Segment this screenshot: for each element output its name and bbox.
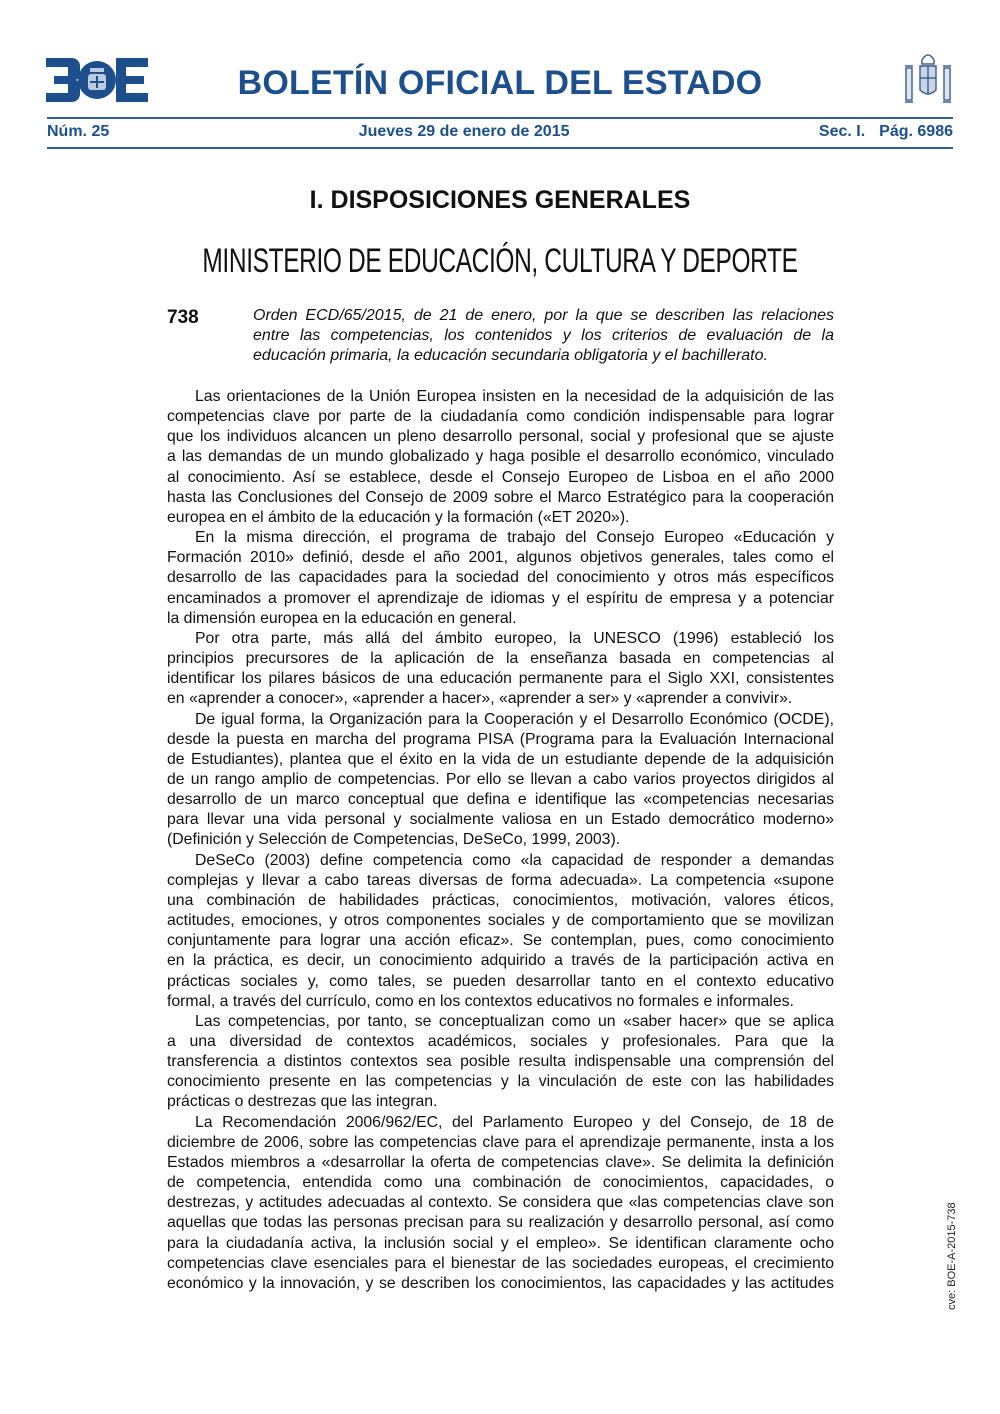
- header-rule-bottom: [47, 147, 953, 149]
- section-title: I. DISPOSICIONES GENERALES: [309, 186, 691, 214]
- coat-of-arms-icon: [902, 50, 954, 106]
- paragraph: [167, 710, 834, 851]
- text-line: desarrollo de un marco conceptual que defina e identifique las «competencias necesarias: [167, 791, 834, 809]
- text-line: destrezas, y actitudes adecuadas al contexto. Se considera que «las competencias clave son: [167, 1194, 834, 1212]
- paragraph: [167, 851, 834, 1012]
- text-line: encaminados a promover el aprendizaje de idiomas y el espíritu de empresa y a potenciar: [167, 589, 834, 607]
- text-line: conjuntamente para lograr una acción eficaz». Se contemplan, pues, como conocimiento: [167, 932, 834, 950]
- text-line: la dimensión europea en la educación en general.: [167, 609, 517, 627]
- text-line: La Recomendación 2006/962/EC, del Parlamento Europeo y del Consejo, de 18 de: [195, 1113, 834, 1131]
- ministry-title: MINISTERIO DE EDUCACIÓN, CULTURA Y DEPORTE: [202, 242, 798, 280]
- text-line: para llevar una vida personal y socialmente valiosa en un Estado democrático moderno»: [167, 811, 834, 829]
- text-line: para la ciudadanía activa, la inclusión social y el empleo». Se identifican claramente ocho: [167, 1234, 834, 1252]
- text-line: diciembre de 2006, sobre las competencias clave para el aprendizaje permanente, insta a los: [167, 1133, 834, 1151]
- text-line: europea en el ámbito de la educación y la formación («ET 2020»).: [167, 508, 630, 526]
- text-line: principios precursores de la aplicación de la enseñanza basada en competencias al: [167, 650, 834, 668]
- paragraph: [167, 387, 834, 528]
- text-line: desarrollo de las capacidades para la sociedad del conocimiento y otros más específicos: [167, 569, 834, 587]
- text-line: En la misma dirección, el programa de trabajo del Consejo Europeo «Educación y: [195, 529, 834, 547]
- text-line: De igual forma, la Organización para la Cooperación y el Desarrollo Económico (OCDE),: [195, 710, 834, 728]
- text-line: actitudes, emociones, y otros componentes sociales y de comportamiento que se movilizan: [167, 912, 834, 930]
- text-line: económico y la innovación, y se describen los conocimientos, las capacidades y las actitudes: [167, 1274, 834, 1292]
- text-line: prácticas sociales y, como tales, se pueden desarrollar tanto en el contexto educativo: [167, 972, 834, 990]
- paragraph: [167, 629, 834, 710]
- text-line: Las orientaciones de la Unión Europea insisten en la necesidad de la adquisición de las: [195, 388, 834, 405]
- cve-identifier: cve: BOE-A-2015-738: [946, 1202, 958, 1310]
- summary-line: Orden ECD/65/2015, de 21 de enero, por la que se describen las relaciones: [253, 307, 834, 324]
- text-line: Estados miembros a «desarrollar la oferta de competencias clave». Se delimita la definición: [167, 1153, 834, 1171]
- header-rule-top: [47, 117, 953, 119]
- text-line: una combinación de habilidades prácticas, conocimientos, motivación, valores éticos,: [167, 891, 834, 909]
- text-line: hasta las Conclusiones del Consejo de 2009 sobre el Marco Estratégico para la cooperación: [167, 488, 834, 506]
- text-line: competencias clave por parte de la ciudadanía como condición indispensable para lograr: [167, 408, 834, 426]
- text-line: (Definición y Selección de Competencias, DeSeCo, 1999, 2003).: [167, 831, 621, 849]
- order-summary: [253, 306, 834, 367]
- text-line: identificar los pilares básicos de una educación permanente para el Siglo XXI, consistentes: [167, 670, 834, 688]
- publication-title: BOLETÍN OFICIAL DEL ESTADO: [237, 64, 763, 102]
- text-line: formal, a través del currículo, como en los contextos educativos no formales e informales.: [167, 992, 794, 1010]
- paragraph: [167, 1113, 834, 1294]
- text-line: de competencia, entendida como una combinación de conocimientos, capacidades, o: [167, 1174, 834, 1192]
- text-line: prácticas o destrezas que las integran.: [167, 1093, 438, 1111]
- summary-line: educación primaria, la educación secundaria obligatoria y el bachillerato.: [253, 347, 768, 365]
- text-line: transferencia a distintos contextos sea posible resulta indispensable una comprensión del: [167, 1053, 834, 1071]
- text-line: complejas y llevar a cabo tareas diversas de forma adecuada». La competencia «supone: [167, 871, 834, 889]
- body-text: [167, 387, 834, 1294]
- text-line: a una diversidad de contextos académicos, sociales y profesionales. Para que la: [167, 1033, 834, 1050]
- page-number: Pág. 6986: [879, 123, 953, 140]
- text-line: DeSeCo (2003) define competencia como «la capacidad de responder a demandas: [195, 851, 834, 869]
- paragraph: [167, 528, 834, 629]
- paragraph: [167, 1012, 834, 1113]
- text-line: al conocimiento. Así se establece, desde el Consejo Europeo de Lisboa en el año 2000: [167, 468, 834, 486]
- text-line: Las competencias, por tanto, se conceptualizan como un «saber hacer» que se aplica: [195, 1012, 834, 1030]
- section-label: Sec. I.: [818, 123, 866, 140]
- text-line: de un rango amplio de competencias. Por ello se llevan a cabo varios proyectos dirigidos al: [167, 770, 834, 788]
- issue-number: Núm. 25: [47, 123, 110, 140]
- text-line: en «aprender a conocer», «aprender a hacer», «aprender a ser» y «aprender a convivir».: [167, 690, 793, 708]
- order-number: 738: [167, 307, 199, 328]
- section-page: [819, 123, 953, 141]
- text-line: desde la puesta en marcha del programa PISA (Programa para la Evaluación Internacional: [167, 730, 834, 748]
- text-line: competencias clave esenciales para el bienestar de las sociedades europeas, el crecimiento: [167, 1254, 834, 1272]
- text-line: en la práctica, es decir, un conocimiento adquirido a través de la participación activa en: [167, 952, 834, 970]
- text-line: aquellas que todas las personas precisan para su realización y desarrollo personal, así como: [167, 1214, 834, 1232]
- header-meta: [47, 123, 953, 141]
- text-line: conocimiento presente en las competencias y la vinculación de este con las habilidades: [167, 1073, 834, 1091]
- text-line: que los individuos alcancen un pleno desarrollo personal, social y profesional que se ajuste: [167, 428, 834, 446]
- issue-date: Jueves 29 de enero de 2015: [358, 123, 570, 140]
- text-line: Formación 2010» definió, desde el año 2001, algunos objetivos generales, tales como el: [167, 549, 834, 567]
- summary-line: entre las competencias, los contenidos y los criterios de evaluación de la: [253, 327, 834, 345]
- text-line: de Estudiantes), plantea que el éxito en la vida de un estudiante depende de la adquisición: [167, 750, 834, 768]
- text-line: Por otra parte, más allá del ámbito europeo, la UNESCO (1996) estableció los: [195, 629, 834, 647]
- text-line: a las demandas de un mundo globalizado y haga posible el desarrollo económico, vinculado: [167, 448, 834, 466]
